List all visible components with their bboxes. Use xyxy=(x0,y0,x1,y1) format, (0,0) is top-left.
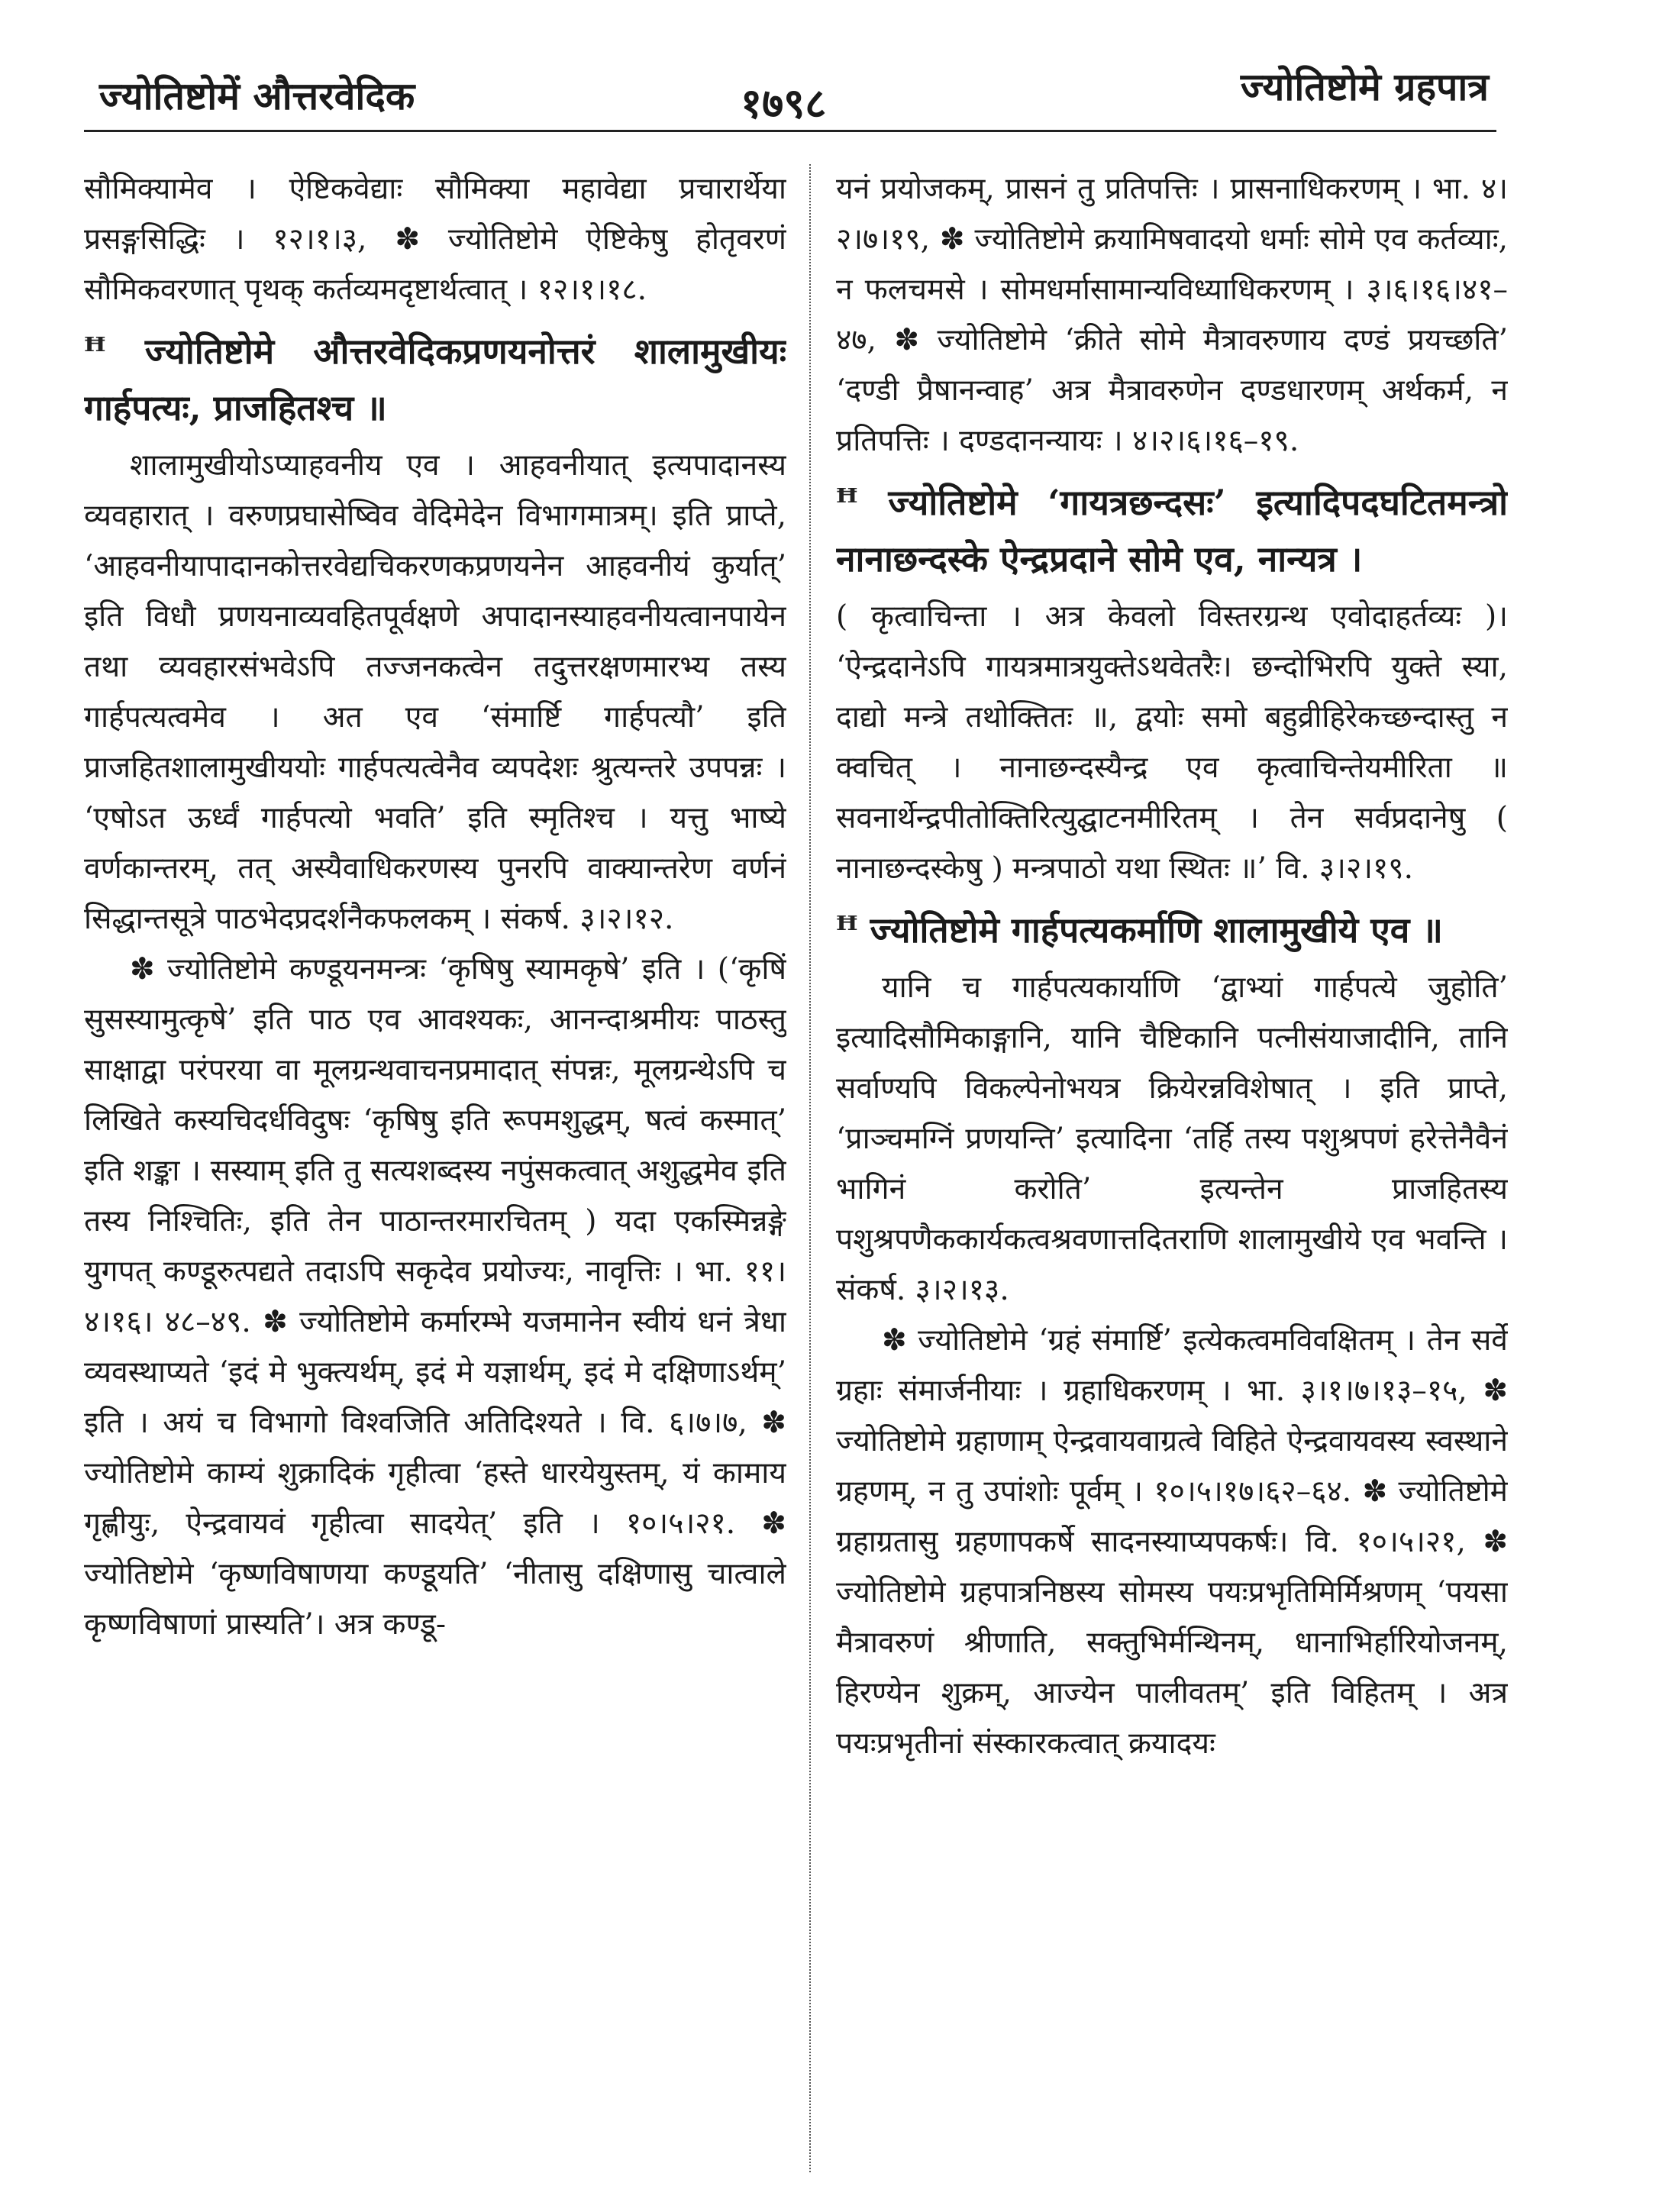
right-heading-2-text: ज्योतिष्टोमे गार्हपत्यकर्माणि शालामुखीये एव ॥ xyxy=(870,909,1443,951)
running-title-left: ज्योतिष्टोमें औत्तरवेदिक xyxy=(99,73,415,118)
right-paragraph-3: यानि च गार्हपत्यकार्याणि ‘द्वाभ्यां गार्हपत्ये जुहोति’ इत्यादिसौमिकाङ्गानि, यानि चैष्टिकानि पत्नीसंयाजादीनि, तानि सर्वाण्यपि विकल्पेनोभयत्र क्रियेरन्नविशेषात् । इति प्राप्ते, ‘प्राञ्चमग्निं प्रणयन्ति’ इत्यादिना ‘तर्हि तस्य पशुश्रपणं हरेत्तेनैवैनं भागिनं करोति’ इत्यन्तेन प्राजहितस्य पशुश्रपणैककार्यकत्वश्रवणात्तदितराणि शालामुखीये एव भवन्ति । संकर्ष. ३।२।१३. xyxy=(836,970,1508,1307)
left-paragraph-1: सौमिक्यामेव । ऐष्टिकवेद्याः सौमिक्या महावेद्या प्रचारार्थेया प्रसङ्गसिद्धिः । १२।१।३, ✽ ज्योतिष्टोमे ऐष्टिकेषु होतृवरणं सौमिकवरणात् पृथक् कर्तव्यमदृष्टार्थत्वात् । १२।१।१८. xyxy=(84,172,786,307)
right-paragraph-2: ( कृत्वाचिन्ता । अत्र केवलो विस्तरग्रन्थ एवोदाहर्तव्यः )। ‘ऐन्द्रदानेऽपि गायत्रमात्रयुक्तेऽथवेतरैः। छन्दोभिरपि युक्ते स्या, दाद्यो मन्त्रे तथोक्तितः ॥, द्वयोः समो बहुव्रीहिरेकच्छन्दास्तु न क्वचित् । नानाछन्दस्यैन्द्र एव कृत्वाचिन्तेयमीरिता ॥ सवनार्थेन्द्रपीतोक्तिरित्युद्घाटनमीरितम् । तेन सर्वप्रदानेषु ( नानाछन्दस्केषु ) मन्त्रपाठो यथा स्थितः ॥’ वि. ३।२।१९. xyxy=(836,599,1508,886)
page-number: १७९८ xyxy=(741,79,827,128)
left-heading-1 xyxy=(84,323,786,436)
left-paragraph-3: ✽ ज्योतिष्टोमे कण्डूयनमन्त्रः ‘कृषिषु स्यामकृषे’ इति । (‘कृषिं सुसस्यामुत्कृषे’ इति पाठ एव आवश्यकः, आनन्दाश्रमीयः पाठस्तु साक्षाद्वा परंपरया वा मूलग्रन्थवाचनप्रमादात् संपन्नः, मूलग्रन्थेऽपि च लिखिते कस्यचिदर्धविदुषः ‘कृषिषु इति रूपमशुद्धम्, षत्वं कस्मात्’ इति शङ्का । सस्याम् इति तु सत्यशब्दस्य नपुंसकत्वात् अशुद्धमेव इति तस्य निश्चितिः, इति तेन पाठान्तरमारचितम् ) यदा एकस्मिन्नङ्गे युगपत् कण्डूरुत्पद्यते तदाऽपि सकृदेव प्रयोज्यः, नावृत्तिः । भा. ११।४।१६। ४८–४९. ✽ ज्योतिष्टोमे कर्मारम्भे यजमानेन स्वीयं धनं त्रेधा व्यवस्थाप्यते ‘इदं मे भुक्त्यर्थम्, इदं मे यज्ञार्थम्, इदं मे दक्षिणाऽर्थम्’ इति । अयं च विभागो विश्वजिति अतिदिश्यते । वि. ६।७।७, ✽ ज्योतिष्टोमे काम्यं शुक्रादिकं गृहीत्वा ‘हस्ते धारयेयुस्तम्, यं कामाय गृह्णीयुः, ऐन्द्रवायवं गृहीत्वा सादयेत्’ इति । १०।५।२१. ✽ ज्योतिष्टोमे ‘कृष्णविषाणया कण्डूयति’ ‘नीतासु दक्षिणासु चात्वाले कृष्णविषाणां प्रास्यति’। अत्र कण्डू- xyxy=(84,952,786,1642)
right-heading-1-text: ज्योतिष्टोमे ‘गायत्रछन्दसः’ इत्यादिपदघटितमन्त्रो नानाछन्दस्के ऐन्द्रप्रदाने सोमे एव, नान्यत्र । xyxy=(836,482,1508,580)
left-column xyxy=(84,164,786,2172)
section-mark-icon: ꟸ xyxy=(84,330,106,373)
right-paragraph-4: ✽ ज्योतिष्टोमे ‘ग्रहं संमार्ष्टि’ इत्येकत्वमविवक्षितम् । तेन सर्वे ग्रहाः संमार्जनीयाः । ग्रहाधिकरणम् । भा. ३।१।७।१३–१५, ✽ ज्योतिष्टोमे ग्रहाणाम् ऐन्द्रवायवाग्रत्वे विहिते ऐन्द्रवायवस्य स्वस्थाने ग्रहणम्, न तु उपांशोः पूर्वम् । १०।५।१७।६२–६४. ✽ ज्योतिष्टोमे ग्रहाग्रतासु ग्रहणापकर्षे सादनस्याप्यपकर्षः। वि. १०।५।२१, ✽ ज्योतिष्टोमे ग्रहपात्रनिष्ठस्य सोमस्य पयःप्रभृतिमिर्मिश्रणम् ‘पयसा मैत्रावरुणं श्रीणाति, सक्तुभिर्मन्थिनम्, धानाभिर्हारियोजनम्, हिरण्येन शुक्रम्, आज्येन पालीवतम्’ इति विहितम् । अत्र पयःप्रभृतीनां संस्कारकत्वात् क्रयादयः xyxy=(836,1323,1508,1761)
left-heading-1-text: ज्योतिष्टोमे औत्तरवेदिकप्रणयनोत्तरं शालामुखीयः गार्हपत्यः, प्राजहितश्च ॥ xyxy=(84,331,786,428)
column-divider xyxy=(809,164,811,2172)
left-paragraph-2: शालामुखीयोऽप्याहवनीय एव । आहवनीयात् इत्यपादानस्य व्यवहारात् । वरुणप्रघासेष्विव वेदिमेदेन विभागमात्रम्। इति प्राप्ते, ‘आहवनीयापादानकोत्तरवेद्यचिकरणकप्रणयनेन आहवनीयं कुर्यात्’ इति विधौ प्रणयनाव्यवहितपूर्वक्षणे अपादानस्याहवनीयत्वानपायेन तथा व्यवहारसंभवेऽपि तज्जनकत्वेन तदुत्तरक्षणमारभ्य तस्य गार्हपत्यत्वमेव । अत एव ‘संमार्ष्टि गार्हपत्यौ’ इति प्राजहितशालामुखीययोः गार्हपत्यत्वेनैव व्यपदेशः श्रुत्यन्तरे उपपन्नः । ‘एषोऽत ऊर्ध्वं गार्हपत्यो भवति’ इति स्मृतिश्च । यत्तु भाष्ये वर्णकान्तरम्, तत् अस्यैवाधिकरणस्य पुनरपि वाक्यान्तरेण वर्णनं सिद्धान्तसूत्रे पाठभेदप्रदर्शनैकफलकम् । संकर्ष. ३।२।१२. xyxy=(84,448,786,936)
right-paragraph-1: यनं प्रयोजकम्, प्रासनं तु प्रतिपत्तिः । प्रासनाधिकरणम् । भा. ४।२।७।१९, ✽ ज्योतिष्टोमे क्रयामिषवादयो धर्माः सोमे एव कर्तव्याः, न फलचमसे । सोमधर्मासामान्यविध्याधिकरणम् । ३।६।१६।४१–४७, ✽ ज्योतिष्टोमे ‘क्रीते सोमे मैत्रावरुणाय दण्डं प्रयच्छति’ ‘दण्डी प्रैषानन्वाह’ अत्र मैत्रावरुणेन दण्डधारणम् अर्थकर्म, न प्रतिपत्तिः । दण्डदानन्यायः । ४।२।६।१६–१९. xyxy=(836,172,1508,458)
right-column xyxy=(836,164,1508,2172)
page-header xyxy=(84,46,1496,132)
section-mark-icon: ꟸ xyxy=(836,909,858,951)
running-title-right: ज्योतिष्टोमे ग्रहपात्र xyxy=(1240,64,1489,109)
section-mark-icon: ꟸ xyxy=(836,481,858,524)
right-heading-1 xyxy=(836,474,1508,587)
right-heading-2 xyxy=(836,902,1508,958)
